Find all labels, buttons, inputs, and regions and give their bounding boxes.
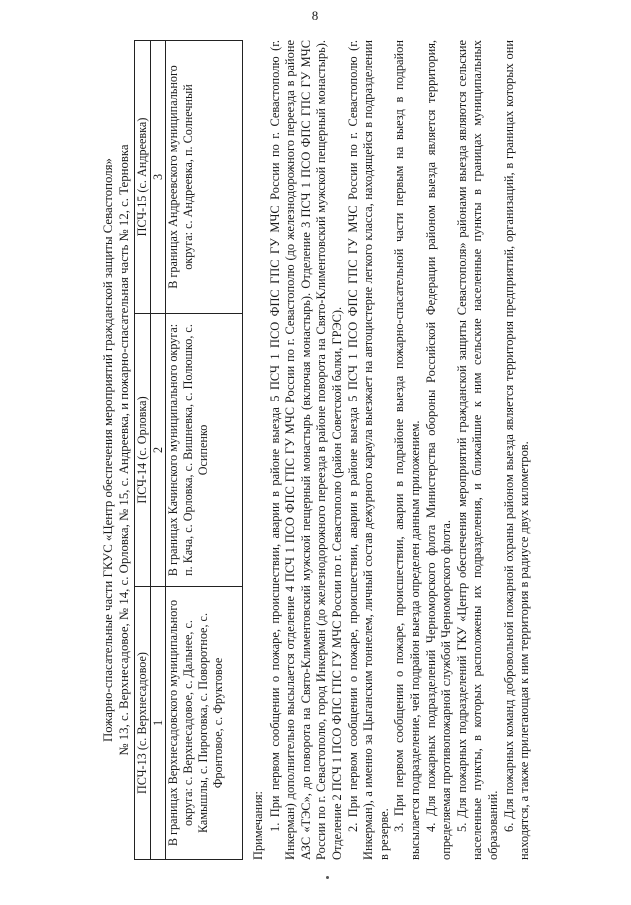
notes-section [251,40,533,860]
notes-heading: Примечания: [251,791,265,860]
scan-speck [326,876,329,879]
table-cell: В границах Качинского муниципального округа: п. Кача, с. Орловка, с. Вишневка, с. Полюшко, с. Осипенко [166,314,243,587]
note-item: 1. При первом сообщении о пожаре, происшествии, аварии в районе выезда 5 ПСЧ 1 ПСО ФПС ГПС ГУ МЧС России по г. Севастополю (г. Инкерман) дополнительно высылается отделение 4 ПСЧ 1 ПСО ФПС ГПС ГУ МЧС России по г. Севастополю (до железнодорожного переезда в районе АЗС «ТЭС», до поворота на Свято-Климентовский мужской пещерный монастырь (включая монастырь). Отделение 3 ПСЧ 1 ПСО ФПС ГПС ГУ МЧС России по г. Севастополю, город Инкерман (до железнодорожного переезда в районе поворота на Свято-Климентовский мужской пещерный монастырь). Отделение 2 ПСЧ 1 ПСО ФПС ГПС ГУ МЧС России по г. Севастополю (район Советской балки, ГРЭС). [267,40,344,860]
fire-units-table [134,40,243,860]
page-number: 8 [311,8,319,23]
column-header: ПСЧ-14 (с. Орловка) [135,314,151,587]
note-item: 5. Для пожарных подразделений ГКУ «Центр обеспечения мероприятий гражданской защиты Севастополя» районами выезда являются сельские населенные пункты, в которых расположены их подразделения, и ближайшие к ним сельские населенные пункты в границах муниципальных образований. [454,40,500,860]
table-title-line: № 13, с. Верхнесадовое, № 14, с. Орловка, № 15, с. Андреевка, и пожарно-спасательная часть № 12, с. Терновка [117,144,131,756]
note-item: 2. При первом сообщении о пожаре, происшествии, аварии в районе выезда 5 ПСЧ 1 ПСО ФПС ГПС ГУ МЧС России по г. Севастополю (г. Инкерман), а именно за Цыганским тоннелем, личный состав дежурного караула выезжает на автоцистерне легкого класса, находящейся в подразделении в резерве. [345,40,391,860]
table-number-row [151,41,166,860]
table-cell: В границах Андреевского муниципального округа: с. Андреевка, п. Солнечный [166,41,243,314]
table-title [100,40,132,860]
rotated-content [100,40,580,860]
column-number: 2 [151,314,166,587]
table-header-row [135,41,151,860]
note-item: 3. При первом сообщении о пожаре, происшествии, аварии в подрайоне выезда пожарно-спасательной части первым на выезд в подрайон высылается подразделение, чей подрайон выезда определен данным приложением. [392,40,422,860]
column-header: ПСЧ-15 (с. Андреевка) [135,41,151,314]
column-number: 1 [151,587,166,860]
note-item: 4. Для пожарных подразделений Черноморского флота Министерства обороны Российской Федерации районом выезда является территория, определяемая противопожарной службой Черноморского флота. [423,40,454,860]
column-number: 3 [151,41,166,314]
table-title-line: Пожарно-спасательные части ГКУС «Центр обеспечения мероприятий гражданской защиты Севастополя» [101,158,115,742]
table-row [166,41,243,860]
note-item: 6. Для пожарных команд добровольной пожарной охраны районом выезда является территория предприятий, организаций, в границах которых они находятся, а также прилегающая к ним территория в радиусе двух километров. [501,40,532,860]
table-cell: В границах Верхнесадовского муниципального округа: с. Верхнесадовое, с. Дальнее, с. Камышлы, с. Пироговка, с. Поворотное, с. Фронтовое, с. Фруктовое [166,587,243,860]
column-header: ПСЧ-13 (с. Верхнесадовое) [135,587,151,860]
